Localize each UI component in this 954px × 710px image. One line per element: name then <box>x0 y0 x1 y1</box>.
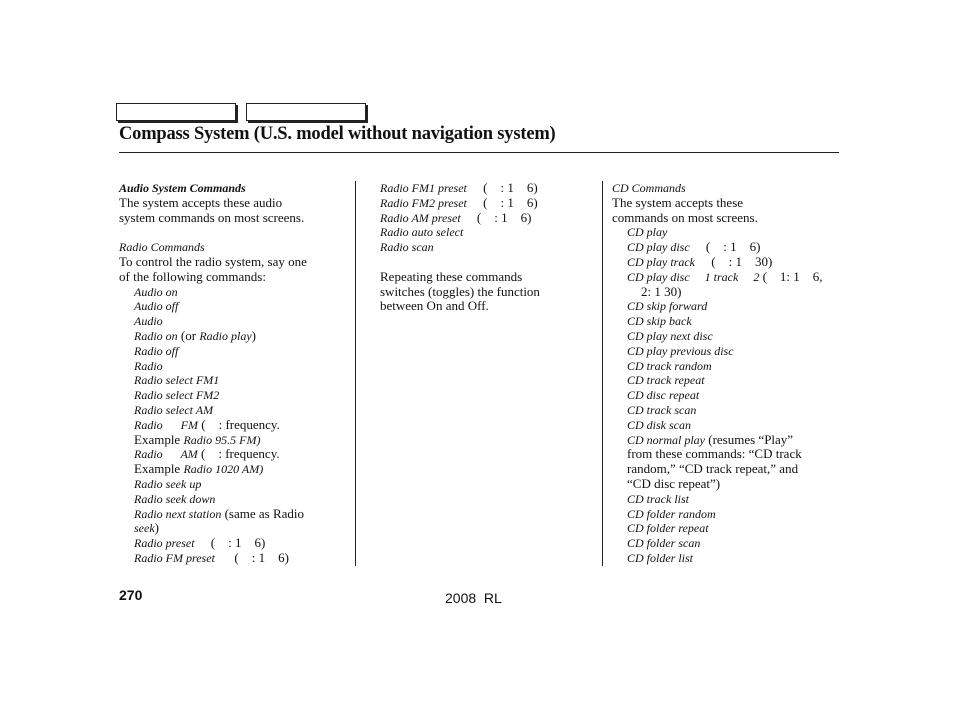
command-item-cont: random,” “CD track repeat,” and <box>627 461 799 477</box>
command-item: CD play disc 1 track 2 ( 1: 1 6, <box>627 268 823 284</box>
command-item: CD track list <box>627 491 689 506</box>
command-item: Radio off <box>134 343 179 358</box>
nav-tab-left[interactable] <box>116 103 236 121</box>
command-item: Radio AM ( : frequency. <box>134 446 280 462</box>
command-item: Radio AM preset ( : 1 6) <box>380 209 532 225</box>
command-item: CD folder list <box>627 550 694 565</box>
command-item: CD skip back <box>627 314 692 329</box>
command-item: Radio scan <box>380 240 434 255</box>
command-item: CD play disc ( : 1 6) <box>627 239 761 255</box>
command-item: CD track random <box>627 358 712 373</box>
body-line: To control the radio system, say one <box>119 253 307 269</box>
command-item: Radio select FM2 <box>134 388 220 403</box>
body-line: commands on most screens. <box>612 209 758 225</box>
command-item: Radio select FM1 <box>134 373 220 388</box>
command-item: CD disc repeat <box>627 388 700 403</box>
page-number: 270 <box>119 587 143 603</box>
command-item: Audio <box>134 314 163 329</box>
command-item: Audio off <box>134 299 179 314</box>
body-line: The system accepts these <box>612 194 744 210</box>
footer-model: 2008 RL <box>445 590 502 606</box>
command-item: CD track repeat <box>627 373 705 388</box>
column-divider-1 <box>355 181 356 566</box>
command-item: CD play next disc <box>627 328 713 343</box>
body-line: of the following commands: <box>119 268 266 284</box>
command-item: Radio on (or Radio play) <box>134 327 257 343</box>
command-item: CD skip forward <box>627 299 708 314</box>
title-divider <box>119 152 839 153</box>
column-cd <box>612 181 848 566</box>
column-audio-radio <box>119 181 345 566</box>
command-item: CD folder scan <box>627 536 701 551</box>
command-item: CD track scan <box>627 402 697 417</box>
subsection-heading: Radio Commands <box>119 240 205 255</box>
command-item: Radio seek down <box>134 491 216 506</box>
column-divider-2 <box>602 181 603 566</box>
command-item: CD folder random <box>627 506 716 521</box>
command-item-cont: 2: 1 30) <box>641 283 682 299</box>
command-item: CD play previous disc <box>627 343 734 358</box>
command-item: CD disk scan <box>627 417 691 432</box>
section-heading: Audio System Commands <box>119 181 246 195</box>
command-item: CD play track ( : 1 30) <box>627 253 773 269</box>
command-item: Radio preset ( : 1 6) <box>134 535 266 551</box>
column-radio-presets <box>380 181 594 314</box>
command-item: Radio next station (same as Radio <box>134 505 304 521</box>
command-item: Radio FM2 preset ( : 1 6) <box>380 194 538 210</box>
command-item: CD play <box>627 225 668 240</box>
command-item: Radio select AM <box>134 402 214 417</box>
command-item: Radio FM preset ( : 1 6) <box>134 549 289 565</box>
command-item: Audio on <box>134 284 178 299</box>
intro-line: system commands on most screens. <box>119 209 305 225</box>
command-item-cont: seek) <box>134 520 159 536</box>
note-line: Repeating these commands <box>380 268 523 284</box>
command-item: Radio seek up <box>134 476 202 491</box>
note-line: between On and Off. <box>380 298 489 314</box>
subsection-heading: CD Commands <box>612 181 686 195</box>
command-item-cont: “CD disc repeat”) <box>627 475 721 491</box>
command-item: Radio auto select <box>380 225 464 240</box>
command-item: Radio FM ( : frequency. <box>134 416 280 432</box>
command-item: CD folder repeat <box>627 521 709 536</box>
command-item: CD normal play (resumes “Play” <box>627 431 794 447</box>
page-title: Compass System (U.S. model without navigation system) <box>119 124 556 144</box>
intro-line: The system accepts these audio <box>119 194 283 210</box>
command-item: Radio FM1 preset ( : 1 6) <box>380 180 538 195</box>
nav-tab-right[interactable] <box>246 103 366 121</box>
example-line: Example Radio 95.5 FM) <box>134 431 261 447</box>
note-line: switches (toggles) the function <box>380 283 540 299</box>
command-item: Radio <box>134 358 163 373</box>
example-line: Example Radio 1020 AM) <box>134 461 264 477</box>
command-item-cont: from these commands: “CD track <box>627 446 802 462</box>
